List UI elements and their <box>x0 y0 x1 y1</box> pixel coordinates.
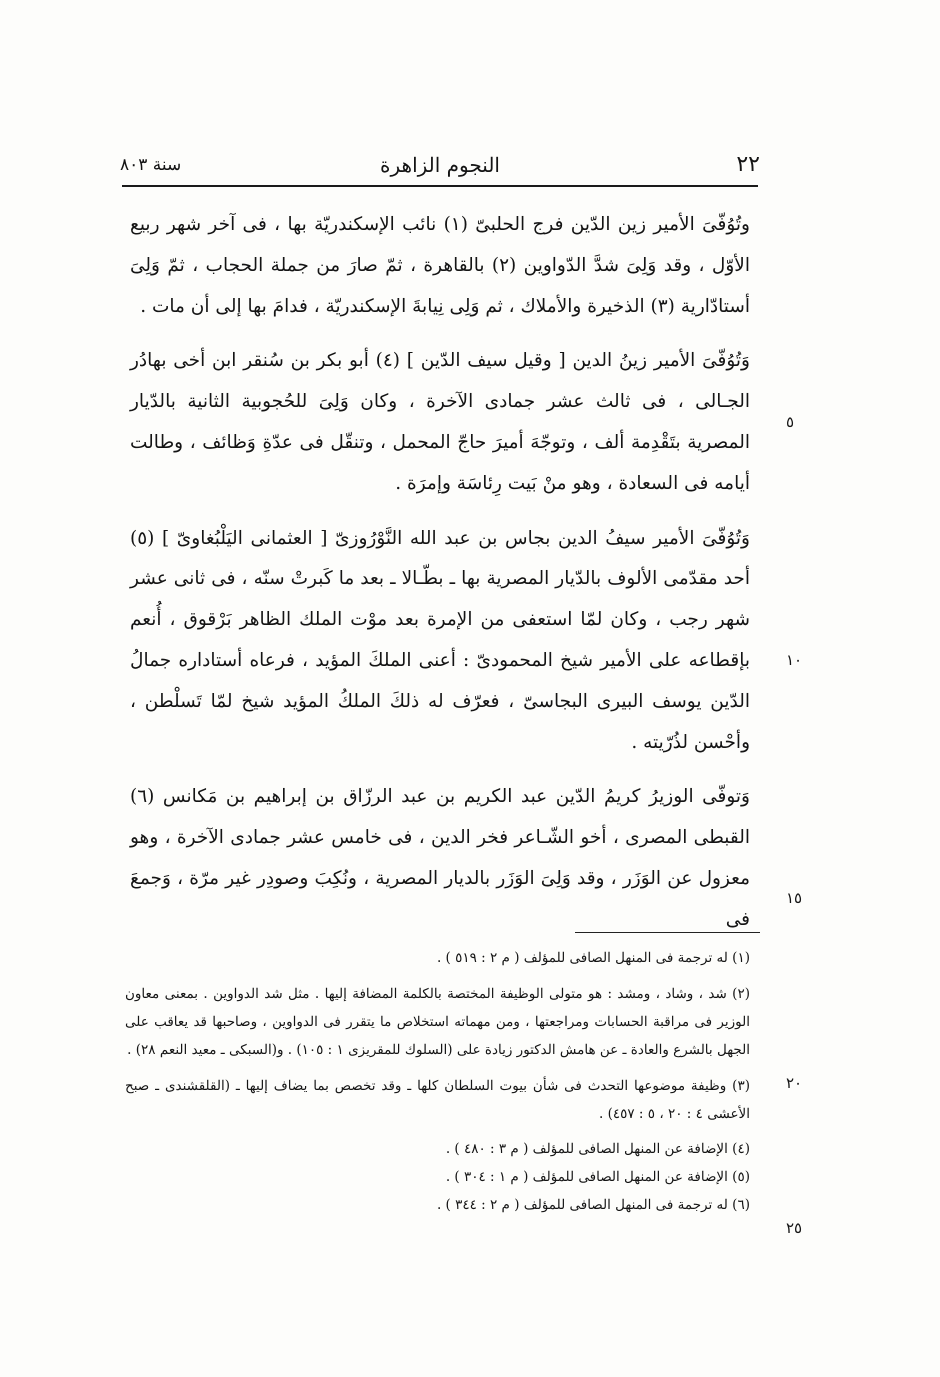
footnote: (٣) وظيفة موضوعها التحدث فى شأن بيوت السلطان كلها ـ وقد تخصص بما يضاف إليها ـ (القلقشندى ـ صبح الأعشى ٤ : ٢٠ ، ٥ : ٤٥٧) . <box>125 1078 750 1122</box>
obituary-paragraph: وَتُوُفّىَ الأمير سيفُ الدين بجاس بن عبد الله النَّوْرُوزىّ [ العثمانى اليَلْبُغاوىّ ] (٥) أحد مقدّمى الألوف بالدّيار المصرية بها ـ بطّـالا ـ بعد ما كَبرتْ سنّه ، فى ثانى عشر شهر رجب ، وكان لمّا استعفى من الإمرة بعد موْت الملك الظاهر بَرْقوق ، أُنعم بإقطاعه على الأمير شيخ المحمودىّ : أعنى الملكَ المؤيد ، فرعاه أستاداره جمالُ الدّين يوسف البيرى البجاسىّ ، فعرّف له ذلكَ الملكُ المؤيد شيخ لمّا تَسلْطن ، وأحْسن لذُرّيته . <box>130 527 750 753</box>
line-number: ١٠ <box>786 651 803 669</box>
footnotes <box>125 944 750 1220</box>
main-text <box>130 205 750 955</box>
footnote: (٦) له ترجمة فى المنهل الصافى للمؤلف ( م ٢ : ٣٤٤ ) . <box>436 1197 750 1213</box>
obituary-paragraph: وَتُوُفّىَ الأمير زينُ الدين [ وقيل سيف الدّين ] (٤) أبو بكر بن سُنقر ابن أخى بهادُر الجـالى ، فى ثالث عشر جمادى الآخرة ، وكان وَلِىَ للحُجوبية الثانية بالدّيار المصرية بتَقْدِمة ألف ، وتوجّهَ أميرَ حاجّ المحمل ، وتنقّل فى عدّةِ وَظائف ، وطالت أيامه فى السعادة ، وهو منْ بَيت رِئاسَة وإمرَة . <box>130 350 750 494</box>
footnote: (٢) شد ، وشاد ، ومشد : هو متولى الوظيفة المختصة بالكلمة المضافة إليها . مثل شد الدواوين . بمعنى معاون الوزير فى مراقبة الحسابات ومراجعتها ، ومن مهماته استخلاص ما يتقرر فى الدواوين ، وصاحبها قد يعاقب على الجهل بالشرع والعادة ـ عن هامش الدكتور زيادة على (السلوك للمقريزى ١ : ١٠٥) . و(السبكى ـ معيد النعم ٢٨) . <box>125 986 750 1058</box>
page-number: ٢٢ <box>736 152 760 177</box>
line-number: ٥ <box>786 413 795 431</box>
footnote: (١) له ترجمة فى المنهل الصافى للمؤلف ( م ٢ : ٥١٩ ) . <box>436 950 750 966</box>
obituary-paragraph: وتُوُفّىَ الأمير زين الدّين فرج الحلبىّ (١) نائب الإسكندريّة بها ، فى آخر شهر ربيع الأوّل ، وقد وَلِىَ شدَّ الدّواوين (٢) بالقاهرة ، ثمّ صارَ من جملة الحجاب ، ثمّ وَلِىَ أستادّارية (٣) الذخيرة والأملاك ، ثم وَلِى نِيابةَ الإسكندريّة ، فدامَ بها إلى أن مات . <box>130 214 750 317</box>
line-number: ١٥ <box>786 889 803 907</box>
obituary-paragraph: وَتوفّى الوزيرُ كريمُ الدّين عبد الكريم بن عبد الرزّاق بن إبراهيم بن مَكانس (٦) القبطى المصرى ، أخو الشّـاعر فخر الدين ، فى خامس عشر جمادى الآخرة ، وهو معزول عن الوَزَر ، وقد وَلِىَ الوَزَر بالديار المصرية ، ونُكِبَ وصودِر غير مرّة ، وَجمعَ فى <box>130 786 750 930</box>
book-title: النجوم الزاهرة <box>380 153 500 177</box>
footnote: (٤) الإضافة عن المنهل الصافى للمؤلف ( م ٣ : ٤٨٠ ) . <box>445 1141 750 1157</box>
footnote-rule <box>575 932 760 933</box>
running-header <box>120 150 760 186</box>
line-number: ٢٥ <box>786 1219 803 1237</box>
line-number: ٢٠ <box>786 1074 803 1092</box>
footnote: (٥) الإضافة عن المنهل الصافى للمؤلف ( م ١ : ٣٠٤ ) . <box>445 1169 750 1185</box>
year-label: سنة ٨٠٣ <box>120 155 182 175</box>
header-rule <box>122 185 758 187</box>
